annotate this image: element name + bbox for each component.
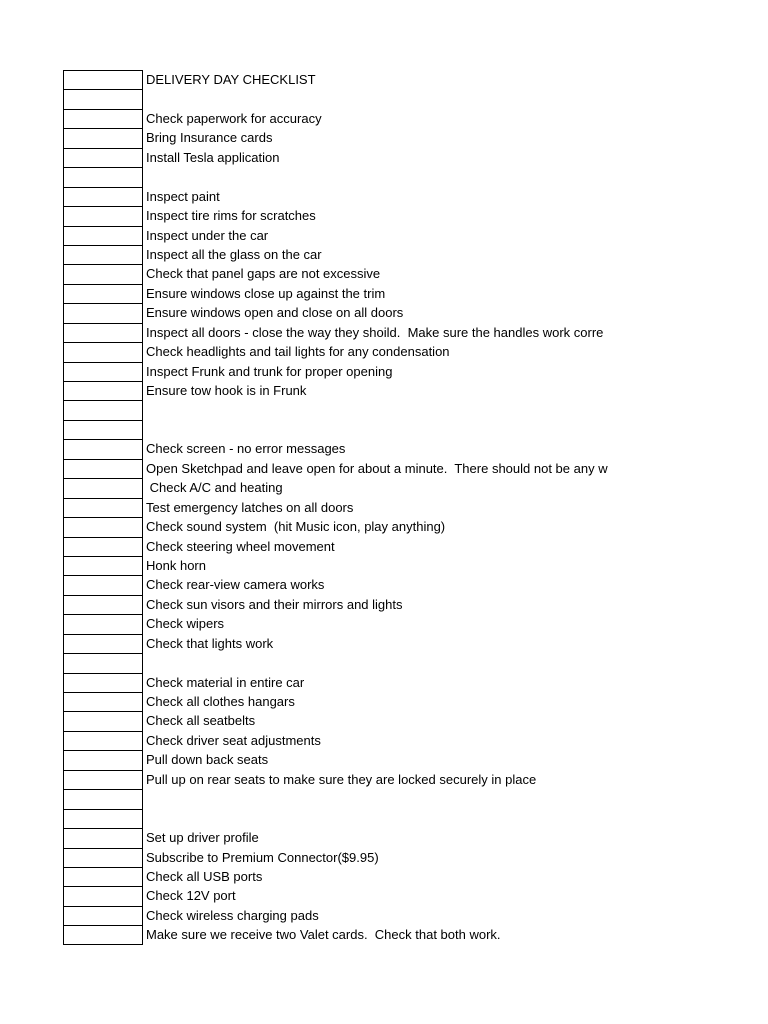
checklist-row — [63, 906, 633, 925]
checkbox-cell[interactable] — [63, 575, 143, 594]
checklist-row — [63, 517, 633, 536]
checklist-row — [63, 634, 633, 653]
checklist-item-label: Check rear-view camera works — [146, 577, 325, 593]
checkbox-cell[interactable] — [63, 673, 143, 692]
checkbox-cell[interactable] — [63, 848, 143, 867]
checklist-item-label: Test emergency latches on all doors — [146, 499, 354, 515]
checklist-item-label — [143, 400, 633, 419]
checkbox-cell[interactable] — [63, 770, 143, 789]
checklist-item-label: Check wireless charging pads — [146, 907, 319, 923]
checklist-row — [63, 575, 633, 594]
checklist-row — [63, 264, 633, 283]
checklist-item-label: Check driver seat adjustments — [146, 732, 321, 748]
checklist-item-label: Check all USB ports — [146, 868, 263, 884]
checkbox-cell[interactable] — [63, 498, 143, 517]
checklist-row — [63, 381, 633, 400]
checkbox-cell[interactable] — [63, 459, 143, 478]
checklist-row — [63, 109, 633, 128]
checklist-row — [63, 848, 633, 867]
checklist-item-label: Check sun visors and their mirrors and lights — [146, 596, 403, 612]
checkbox-cell[interactable] — [63, 128, 143, 147]
checkbox-cell[interactable] — [63, 245, 143, 264]
checklist-row — [63, 925, 633, 944]
checklist-item-label: Check paperwork for accuracy — [146, 110, 322, 126]
checklist-row — [63, 478, 633, 497]
checkbox-cell[interactable] — [63, 109, 143, 128]
checklist-item-label: Check wipers — [146, 616, 225, 632]
checklist-item-label: Make sure we receive two Valet cards. Check that both work. — [146, 927, 501, 943]
checklist-item-label — [143, 167, 633, 186]
checklist-row — [63, 673, 633, 692]
checkbox-cell[interactable] — [63, 614, 143, 633]
checkbox-cell[interactable] — [63, 439, 143, 458]
checkbox-cell[interactable] — [63, 750, 143, 769]
checklist-row — [63, 284, 633, 303]
checklist-item-label: Check steering wheel movement — [146, 538, 335, 554]
checklist-item-label — [143, 789, 633, 808]
checklist-item-label: Subscribe to Premium Connector($9.95) — [146, 849, 379, 865]
checkbox-cell[interactable] — [63, 362, 143, 381]
checklist-row — [63, 731, 633, 750]
checkbox-cell[interactable] — [63, 264, 143, 283]
checklist-row — [63, 653, 633, 672]
checklist-row — [63, 187, 633, 206]
checklist-row — [63, 770, 633, 789]
checklist-row — [63, 692, 633, 711]
checkbox-cell[interactable] — [63, 653, 143, 672]
checklist-item-label: Pull down back seats — [146, 752, 269, 768]
checklist-row — [63, 226, 633, 245]
checklist-item-label: Check screen - no error messages — [146, 441, 346, 457]
checklist-item-label: Bring Insurance cards — [146, 130, 273, 146]
checklist-row — [63, 342, 633, 361]
checklist-item-label: Ensure tow hook is in Frunk — [146, 383, 307, 398]
checkbox-cell[interactable] — [63, 595, 143, 614]
checklist-item-label: Check all seatbelts — [146, 713, 256, 729]
checklist-item-label: Check material in entire car — [146, 674, 305, 690]
checkbox-cell[interactable] — [63, 692, 143, 711]
checkbox-cell[interactable] — [63, 303, 143, 322]
checklist-item-label: Check 12V port — [146, 888, 236, 904]
checkbox-cell[interactable] — [63, 342, 143, 361]
checklist-row — [63, 148, 633, 167]
checklist-row — [63, 614, 633, 633]
checkbox-cell[interactable] — [63, 789, 143, 808]
checkbox-cell[interactable] — [63, 381, 143, 400]
checklist-item-label: Honk horn — [146, 557, 206, 573]
checklist-row — [63, 750, 633, 769]
checkbox-cell[interactable] — [63, 925, 143, 944]
checkbox-cell[interactable] — [63, 70, 143, 89]
checklist-item-label: Check all clothes hangars — [146, 694, 295, 709]
checklist-sheet — [63, 70, 633, 945]
checklist-row — [63, 245, 633, 264]
checklist-row — [63, 167, 633, 186]
checkbox-cell[interactable] — [63, 89, 143, 108]
checkbox-cell[interactable] — [63, 537, 143, 556]
checklist-item-label: Check sound system (hit Music icon, play anything) — [146, 519, 446, 535]
checklist-item-label: Inspect all the glass on the car — [146, 246, 322, 262]
checklist-row — [63, 206, 633, 225]
checkbox-cell[interactable] — [63, 323, 143, 342]
checklist-item-label: Open Sketchpad and leave open for about a minute. There should not be any w — [146, 460, 608, 476]
checklist-row — [63, 303, 633, 322]
checklist-item-label: Inspect under the car — [146, 227, 269, 243]
checklist-row — [63, 323, 633, 342]
checkbox-cell[interactable] — [63, 886, 143, 905]
checkbox-cell[interactable] — [63, 517, 143, 536]
checklist-item-label: Inspect tire rims for scratches — [146, 208, 316, 224]
checkbox-cell[interactable] — [63, 400, 143, 419]
checklist-row — [63, 809, 633, 828]
checkbox-cell[interactable] — [63, 226, 143, 245]
checklist-row — [63, 439, 633, 458]
checklist-row — [63, 400, 633, 419]
checkbox-cell[interactable] — [63, 284, 143, 303]
checkbox-cell[interactable] — [63, 167, 143, 186]
checklist-row — [63, 556, 633, 575]
checklist-item-label — [143, 653, 633, 672]
checklist-row — [63, 128, 633, 147]
checklist-item-label — [143, 420, 633, 439]
checklist-row — [63, 362, 633, 381]
checkbox-cell[interactable] — [63, 478, 143, 497]
checklist-row — [63, 89, 633, 108]
checklist-row — [63, 789, 633, 808]
checklist-item-label: Ensure windows close up against the trim — [146, 285, 386, 301]
checklist-item-label: Check A/C and heating — [146, 480, 283, 496]
checklist-title: DELIVERY DAY CHECKLIST — [146, 72, 316, 87]
checklist-item-label: Install Tesla application — [146, 149, 280, 165]
checkbox-cell[interactable] — [63, 711, 143, 730]
checklist-row — [63, 595, 633, 614]
checkbox-cell[interactable] — [63, 420, 143, 439]
checklist-item-label: Inspect Frunk and trunk for proper opening — [146, 363, 393, 379]
checklist-item-label — [143, 809, 633, 828]
checklist-item-label: Inspect paint — [146, 188, 220, 204]
checkbox-cell[interactable] — [63, 148, 143, 167]
checklist-title-row — [63, 70, 633, 89]
checkbox-cell[interactable] — [63, 206, 143, 225]
checklist-row — [63, 886, 633, 905]
checklist-item-label: Ensure windows open and close on all doors — [146, 305, 404, 321]
checklist-item-label: Check that panel gaps are not excessive — [146, 266, 381, 282]
checklist-item-label — [143, 89, 633, 108]
checkbox-cell[interactable] — [63, 556, 143, 575]
checklist-row — [63, 420, 633, 439]
checkbox-cell[interactable] — [63, 187, 143, 206]
checklist-row — [63, 828, 633, 847]
checklist-row — [63, 867, 633, 886]
checkbox-cell[interactable] — [63, 809, 143, 828]
checkbox-cell[interactable] — [63, 634, 143, 653]
checklist-row — [63, 498, 633, 517]
checklist-row — [63, 537, 633, 556]
checklist-item-label: Set up driver profile — [146, 830, 259, 846]
checklist-item-label: Pull up on rear seats to make sure they are locked securely in place — [146, 771, 537, 787]
checklist-row — [63, 711, 633, 730]
checklist-item-label: Check that lights work — [146, 635, 274, 651]
checkbox-cell[interactable] — [63, 906, 143, 925]
checklist-item-label: Check headlights and tail lights for any condensation — [146, 344, 450, 360]
checkbox-cell[interactable] — [63, 828, 143, 847]
checklist-item-label: Inspect all doors - close the way they shoild. Make sure the handles work corre — [146, 324, 604, 340]
checkbox-cell[interactable] — [63, 731, 143, 750]
checkbox-cell[interactable] — [63, 867, 143, 886]
checklist-row — [63, 459, 633, 478]
